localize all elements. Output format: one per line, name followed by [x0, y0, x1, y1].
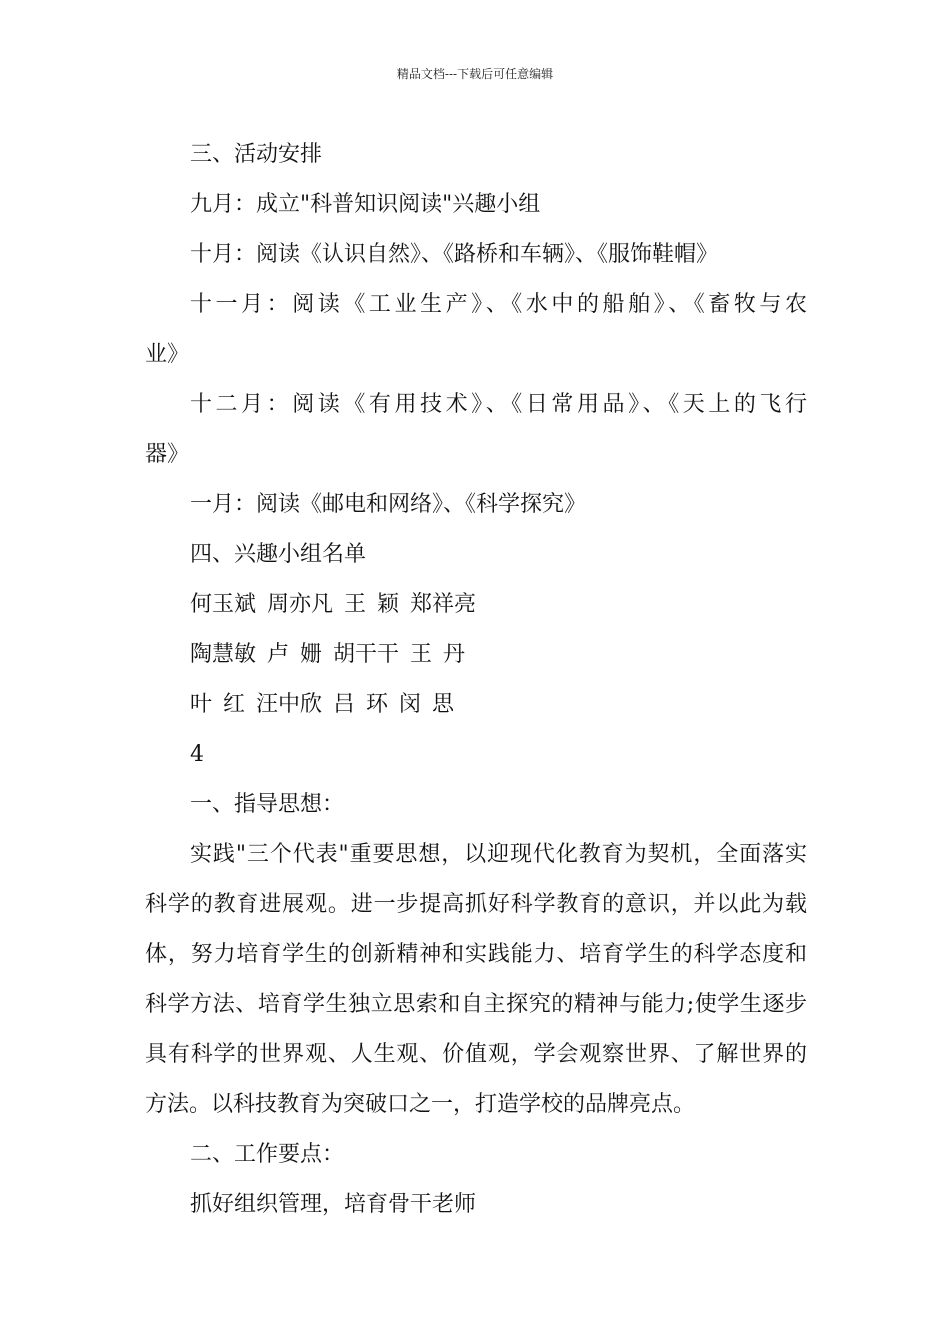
schedule-november: 十一月：阅读《工业生产》、《水中的船舶》、《畜牧与农	[190, 292, 807, 317]
section-heading-member-list: 四、兴趣小组名单	[190, 542, 367, 567]
schedule-november-continued: 业》	[145, 342, 190, 367]
schedule-december: 十二月：阅读《有用技术》、《日常用品》、《天上的飞行	[190, 392, 807, 417]
member-list-row: 陶慧敏 卢 姗 胡干干 王 丹	[190, 642, 465, 667]
paragraph-line: 体，努力培育学生的创新精神和实践能力、培育学生的科学态度和	[145, 942, 807, 967]
section-number: 4	[190, 742, 204, 767]
paragraph-line: 科学方法、培育学生独立思索和自主探究的精神与能力;使学生逐步	[145, 992, 807, 1017]
schedule-september: 九月：成立"科普知识阅读"兴趣小组	[190, 192, 541, 217]
section-heading-guiding-ideology: 一、指导思想：	[190, 792, 345, 817]
schedule-october: 十月：阅读《认识自然》、《路桥和车辆》、《服饰鞋帽》	[190, 242, 719, 267]
section-heading-work-points: 二、工作要点：	[190, 1142, 345, 1167]
paragraph-line: 具有科学的世界观、人生观、价值观，学会观察世界、了解世界的	[145, 1042, 807, 1067]
paragraph-line-last: 方法。以科技教育为突破口之一，打造学校的品牌亮点。	[145, 1092, 696, 1117]
paragraph-line: 实践"三个代表"重要思想，以迎现代化教育为契机，全面落实	[190, 842, 807, 867]
section-heading-activities: 三、活动安排	[190, 142, 323, 167]
paragraph-line: 科学的教育进展观。进一步提高抓好科学教育的意识，并以此为载	[145, 892, 807, 917]
schedule-december-continued: 器》	[145, 442, 190, 467]
document-body	[145, 130, 807, 1230]
page-header: 精品文档---下载后可任意编辑	[396, 67, 554, 81]
schedule-january: 一月：阅读《邮电和网络》、《科学探究》	[190, 492, 587, 517]
member-list-row: 何玉斌 周亦凡 王 颖 郑祥亮	[190, 592, 476, 617]
member-list-row: 叶 红 汪中欣 吕 环 闵 思	[190, 692, 454, 717]
work-point-item: 抓好组织管理，培育骨干老师	[190, 1192, 477, 1217]
